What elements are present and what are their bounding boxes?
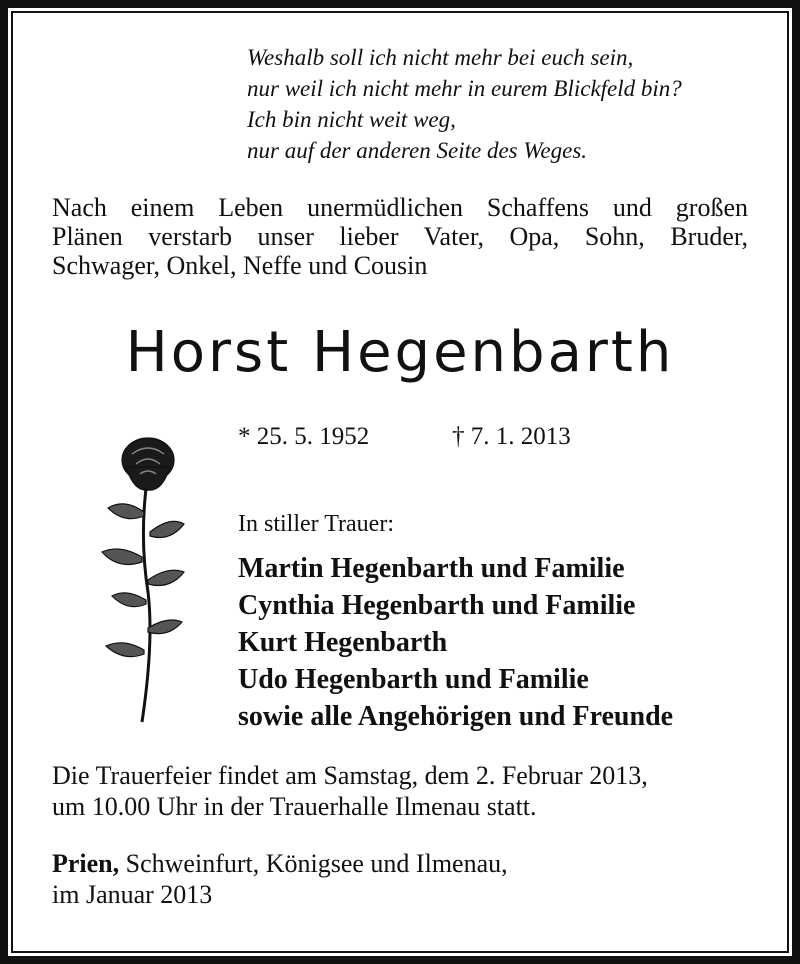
poem-line: nur auf der anderen Seite des Weges.	[247, 138, 588, 163]
places-rest: Schweinfurt, Königsee und Ilmenau,	[119, 849, 508, 878]
rose-icon	[96, 432, 196, 732]
intro-line: Plänen verstarb unser lieber Vater, Opa, Sohn, Bruder,	[52, 222, 748, 251]
mourner-name: Cynthia Hegenbarth und Familie	[238, 590, 636, 621]
poem-line: Ich bin nicht weit weg,	[247, 107, 456, 132]
service-line: um 10.00 Uhr in der Trauerhalle Ilmenau statt.	[52, 792, 537, 821]
deceased-name: Horst Hegenbarth	[125, 320, 675, 385]
closing-date: im Januar 2013	[52, 880, 213, 909]
poem-line: nur weil ich nicht mehr in eurem Blickfeld bin?	[247, 76, 682, 101]
place-bold: Prien,	[52, 849, 120, 878]
mourning-label: In stiller Trauer:	[238, 511, 394, 537]
mourner-name: sowie alle Angehörigen und Freunde	[238, 701, 674, 732]
mourner-name: Martin Hegenbarth und Familie	[238, 553, 625, 584]
intro-line: Nach einem Leben unermüdlichen Schaffens und großen	[52, 193, 748, 222]
closing	[52, 848, 508, 910]
poem-line: Weshalb soll ich nicht mehr bei euch sein,	[247, 45, 634, 70]
mourner-name: Kurt Hegenbarth	[238, 627, 448, 658]
death-date: † 7. 1. 2013	[452, 423, 571, 450]
service-line: Die Trauerfeier findet am Samstag, dem 2. Februar 2013,	[52, 761, 648, 790]
mourner-name: Udo Hegenbarth und Familie	[238, 664, 589, 695]
intro-line: Schwager, Onkel, Neffe und Cousin	[52, 251, 428, 280]
birth-date: * 25. 5. 1952	[238, 423, 370, 450]
mourners-list	[238, 550, 673, 735]
poem	[247, 42, 767, 166]
places-line	[52, 848, 508, 879]
intro-text	[52, 193, 748, 280]
service-info	[52, 760, 648, 822]
